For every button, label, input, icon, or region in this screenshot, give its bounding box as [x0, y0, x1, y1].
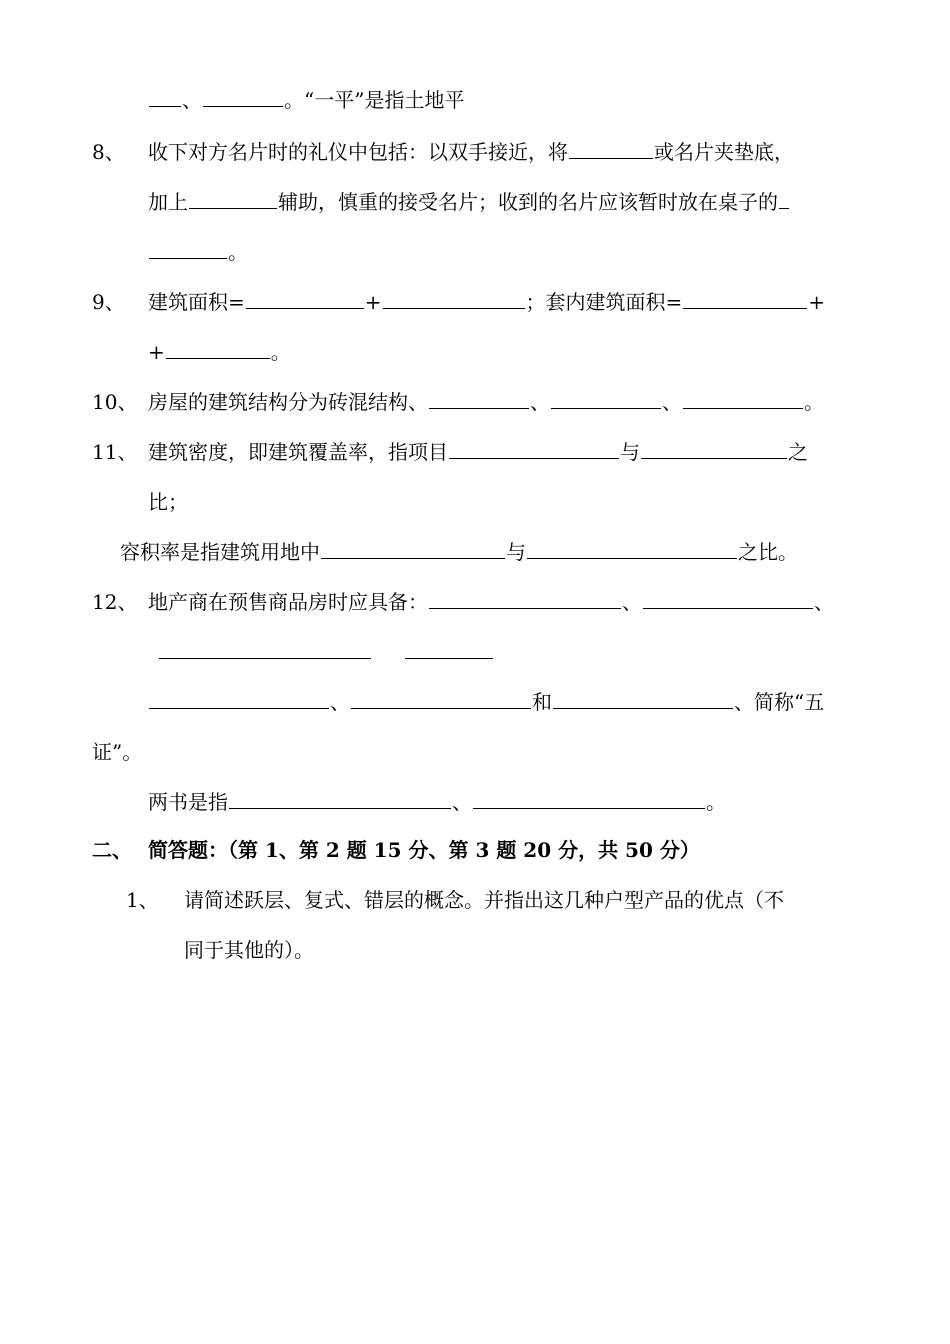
q8-line1: 收下对方名片时的礼仪中包括：以双手接近，将 或名片夹垫底， — [148, 140, 794, 164]
blank-field[interactable] — [351, 690, 531, 709]
question-number: 10、 — [92, 390, 138, 414]
q10-line1: 房屋的建筑结构分为砖混结构、 、 、 。 — [148, 390, 824, 414]
blank-field[interactable] — [641, 440, 787, 459]
blank-field[interactable] — [643, 590, 813, 609]
q7-continuation: 、 。“一平”是指土地平 — [148, 88, 464, 112]
blank-field[interactable] — [149, 240, 227, 259]
blank-field[interactable] — [405, 640, 493, 659]
blank-field[interactable] — [149, 690, 329, 709]
blank-field[interactable] — [429, 390, 529, 409]
blank-field[interactable] — [449, 440, 619, 459]
blank-field[interactable] — [383, 290, 525, 309]
question-number: 9、 — [92, 290, 125, 314]
blank-field[interactable] — [321, 540, 505, 559]
blank-field[interactable] — [683, 290, 807, 309]
blank-field[interactable] — [473, 790, 705, 809]
blank-field[interactable] — [683, 390, 803, 409]
q9-line2: + 。 — [148, 340, 291, 364]
blank-field[interactable] — [159, 640, 371, 659]
s2q1-line2: 同于其他的）。 — [184, 938, 314, 962]
section-title: 简答题：（第 1、第 2 题 15 分、第 3 题 20 分，共 50 分） — [148, 838, 700, 862]
blank-field[interactable] — [246, 290, 364, 309]
question-number: 1、 — [126, 888, 159, 912]
blank-field[interactable] — [229, 790, 451, 809]
q12-line3: 、 和 、简称“五 — [148, 690, 824, 714]
q12-line2 — [158, 640, 494, 664]
q12-line5: 两书是指 、 。 — [148, 790, 726, 814]
blank-field[interactable] — [429, 590, 621, 609]
blank-field[interactable] — [189, 190, 277, 209]
q9-line1: 建筑面积= + ；套内建筑面积= + — [148, 290, 826, 314]
blank-field[interactable] — [166, 340, 270, 359]
blank-field[interactable] — [569, 140, 653, 159]
blank-field[interactable] — [203, 88, 283, 107]
q12-line1: 地产商在预售商品房时应具备： 、 、 — [148, 590, 834, 614]
blank-field[interactable] — [527, 540, 737, 559]
question-number: 8、 — [92, 140, 125, 164]
q8-line2: 加上 辅助，慎重的接受名片；收到的名片应该暂时放在桌子的 — [148, 190, 790, 214]
question-number: 12、 — [92, 590, 138, 614]
q8-line3: 。 — [148, 240, 248, 264]
blank-field[interactable] — [551, 390, 661, 409]
question-number: 11、 — [92, 440, 138, 464]
q11-line2: 比； — [148, 490, 188, 514]
blank-field[interactable] — [779, 190, 789, 209]
q11-line1: 建筑密度，即建筑覆盖率，指项目 与 之 — [148, 440, 808, 464]
s2q1-line1: 请简述跃层、复式、错层的概念。并指出这几种户型产品的优点（不 — [184, 888, 784, 912]
blank-field[interactable] — [149, 88, 181, 107]
blank-field[interactable] — [553, 690, 733, 709]
q12-line4: 证”。 — [92, 740, 143, 764]
q11-line3: 容积率是指建筑用地中 与 之比。 — [120, 540, 798, 564]
section-number: 二、 — [92, 838, 132, 862]
